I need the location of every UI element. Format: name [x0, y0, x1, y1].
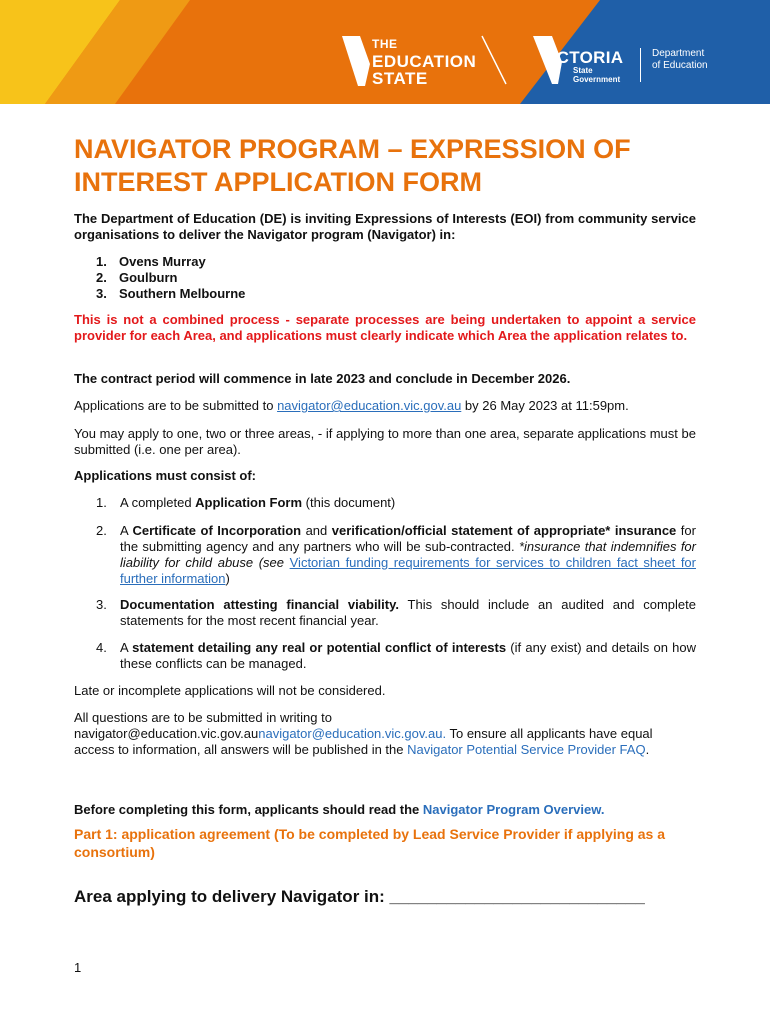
requirement-item: 3. Documentation attesting financial viability. This should include an audited and complete statements for the most recent financial year.: [96, 597, 696, 628]
funding-requirements-link[interactable]: Victorian funding requirements for services to children fact sheet for further information: [120, 555, 696, 586]
before-completing-note: Before completing this form, applicants should read the Navigator Program Overview.: [74, 802, 605, 817]
department-name: Department of Education: [652, 48, 708, 71]
part1-heading: Part 1: application agreement (To be completed by Lead Service Provider if applying as a consortium): [74, 826, 666, 860]
education-state-logo: THE EDUCATION STATE: [372, 37, 477, 88]
faq-link[interactable]: Navigator Potential Service Provider FAQ: [407, 742, 646, 757]
contract-period: The contract period will commence in late 2023 and conclude in December 2026.: [74, 371, 571, 386]
requirement-item: 2. A Certificate of Incorporation and verification/official statement of appropriate* insurance for the submitting agency and any partners who will be sub-contracted. *insurance that indemnifies for liability for child abuse (see Victorian funding requirements for services to children fact sheet for further information): [96, 523, 696, 586]
education-state-slash: [482, 36, 506, 84]
consist-heading: Applications must consist of:: [74, 468, 257, 483]
list-item: 1. Ovens Murray: [96, 254, 206, 269]
page-title: NAVIGATOR PROGRAM – EXPRESSION OF INTEREST APPLICATION FORM: [74, 134, 631, 197]
submission-email-link[interactable]: navigator@education.vic.gov.au: [277, 398, 462, 413]
program-overview-link[interactable]: Navigator Program Overview.: [422, 802, 605, 817]
list-item: 2. Goulburn: [96, 270, 178, 285]
intro-paragraph: The Department of Education (DE) is inviting Expressions of Interests (EOI) from community service organisations to deliver the Navigator program (Navigator) in:: [74, 211, 696, 242]
victoria-logo-subtext: State Government: [573, 66, 621, 84]
page-number: 1: [74, 960, 82, 975]
area-list: [96, 254, 245, 302]
questions-paragraph: All questions are to be submitted in writing to navigator@education.vic.gov.aunavigator@education.vic.gov.au. To ensure all applicants have equal access to information, all answers will be published in the Navigator Potential Service Provider FAQ.: [74, 710, 653, 757]
questions-email-link[interactable]: navigator@education.vic.gov.au.: [258, 726, 447, 741]
warning-paragraph: This is not a combined process - separate processes are being undertaken to appoint a service provider for each Area, and applications must clearly indicate which Area the application relates to.: [74, 312, 696, 343]
logo-divider: [640, 48, 641, 82]
area-applying-field[interactable]: Area applying to delivery Navigator in: ___________________________: [74, 887, 645, 906]
victoria-logo-text: VICTORIA: [540, 48, 624, 67]
late-notice: Late or incomplete applications will not be considered.: [74, 683, 386, 698]
header-banner: [0, 0, 770, 104]
education-state-v-mark: [342, 36, 370, 86]
requirement-item: 4. A statement detailing any real or potential conflict of interests (if any exist) and details on how these conflicts can be managed.: [96, 640, 696, 671]
requirement-item: 1. A completed Application Form (this document): [96, 495, 396, 510]
apply-areas-paragraph: You may apply to one, two or three areas, - if applying to more than one area, separate applications must be submitted (i.e. one per area).: [74, 426, 696, 457]
list-item: 3. Southern Melbourne: [96, 286, 246, 301]
submission-paragraph: Applications are to be submitted to navigator@education.vic.gov.au by 26 May 2023 at 11:59pm.: [74, 398, 629, 413]
